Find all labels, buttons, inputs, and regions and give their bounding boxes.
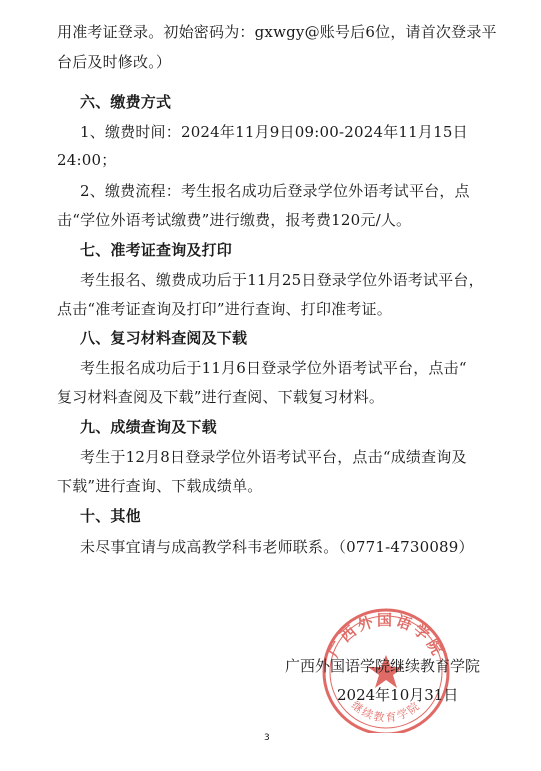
body-line: 点击“准考证查询及打印”进行查询、打印准考证。 [57,300,392,318]
body-line: 24:00； [57,151,117,169]
body-line: 1、缴费时间：2024年11月9日09:00-2024年11月15日 [80,123,468,141]
section-heading-payment: 六、缴费方式 [80,93,172,111]
body-line: 考生于12月8日登录学位外语考试平台，点击“成绩查询及 [80,448,467,466]
body-line: 台后及时修改。） [57,53,172,71]
signature-organization: 广西外国语学院继续教育学院 [285,657,481,675]
body-line: 击“学位外语考试缴费”进行缴费，报考费120元/人。 [57,211,412,229]
body-line: 复习材料查阅及下载”进行查阅、下载复习材料。 [57,388,385,406]
body-line: 2、缴费流程：考生报名成功后登录学位外语考试平台，点 [80,182,470,200]
section-heading-review-materials: 八、复习材料查阅及下载 [80,329,248,347]
svg-text:继续教育学院: 继续教育学院 [348,698,424,725]
body-line: 用准考证登录。初始密码为：gxwgy@账号后6位，请首次登录平 [57,23,497,41]
signature-date: 2024年10月31日 [337,686,459,704]
svg-text:广西外国语学院: 广西外国语学院 [324,611,448,661]
page-number: 3 [264,733,270,743]
section-heading-admission-ticket: 七、准考证查询及打印 [80,241,233,259]
section-heading-scores: 九、成绩查询及下载 [80,418,217,436]
body-line: 考生报名成功后于11月6日登录学位外语考试平台，点击“ [80,359,467,377]
section-heading-other: 十、其他 [80,507,141,525]
body-line: 下载”进行查询、下载成绩单。 [57,477,263,495]
body-line: 未尽事宜请与成高教学科韦老师联系。（0771-4730089） [80,538,474,556]
body-line: 考生报名、缴费成功后于11月25日登录学位外语考试平台， [80,271,484,289]
